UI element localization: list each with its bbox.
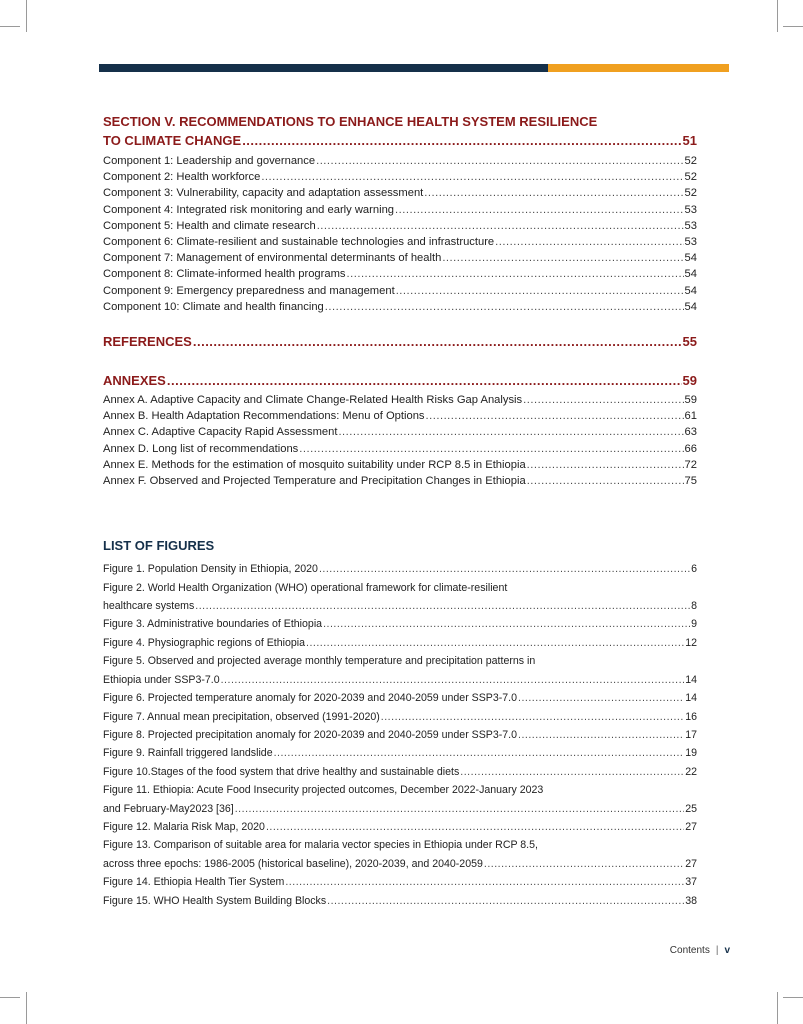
page-number: 25: [685, 802, 697, 815]
crop-mark: [26, 992, 27, 1024]
dot-leader: [527, 457, 684, 473]
dot-leader: [347, 266, 684, 282]
toc-entry-references[interactable]: [103, 332, 697, 351]
toc-entry-component-9[interactable]: [103, 283, 697, 299]
dot-leader: [266, 818, 684, 836]
entry-label: Figure 14. Ethiopia Health Tier System: [103, 876, 285, 889]
page-number: 52: [684, 155, 697, 167]
toc-entry-figure-12[interactable]: [103, 818, 697, 836]
dot-leader: [426, 408, 684, 424]
page-footer: [670, 945, 730, 956]
entry-label: Annex A. Adaptive Capacity and Climate Change-Related Health Risks Gap Analysis: [103, 394, 523, 407]
table-of-contents: [103, 112, 697, 910]
dot-leader: [523, 392, 683, 408]
page-number: 63: [684, 426, 697, 439]
page-number: 6: [691, 563, 697, 576]
toc-entry-component-7[interactable]: [103, 250, 697, 266]
dot-leader: [306, 634, 684, 652]
page-number: 27: [685, 820, 697, 833]
toc-entry-annex-d[interactable]: [103, 441, 697, 457]
toc-entry-figure-8[interactable]: [103, 726, 697, 744]
toc-entry-component-2[interactable]: [103, 169, 697, 185]
dot-leader: [285, 873, 684, 891]
footer-page-number: v: [724, 945, 730, 956]
entry-label: Figure 6. Projected temperature anomaly for 2020-2039 and 2040-2059 under SSP3-7.0: [103, 692, 518, 705]
dot-leader: [323, 615, 690, 633]
figure-13-line1: Figure 13. Comparison of suitable area for malaria vector species in Ethiopia under RCP 8.5,: [103, 839, 538, 852]
header-bar-navy: [99, 64, 548, 72]
dot-leader: [424, 185, 683, 201]
toc-entry-figure-15[interactable]: [103, 892, 697, 910]
page-number: 19: [685, 747, 697, 760]
dot-leader: [221, 671, 685, 689]
toc-entry-component-8[interactable]: [103, 266, 697, 282]
toc-entry-figure-9[interactable]: [103, 744, 697, 762]
entry-label: Component 3: Vulnerability, capacity and adaptation assessment: [103, 187, 424, 200]
toc-entry-annex-f[interactable]: [103, 473, 697, 489]
dot-leader: [261, 169, 683, 185]
page-number: 22: [685, 765, 697, 778]
entry-label: Component 7: Management of environmental determinants of health: [103, 252, 442, 265]
page-number: 54: [684, 252, 697, 265]
entry-label: Component 5: Health and climate research: [103, 219, 316, 232]
dot-leader: [319, 560, 690, 578]
crop-mark: [777, 992, 778, 1024]
page-number: 12: [685, 636, 697, 649]
page-number: 75: [684, 475, 697, 488]
entry-label: Figure 4. Physiographic regions of Ethiopia: [103, 636, 305, 649]
dot-leader: [195, 597, 690, 615]
entry-label: Component 9: Emergency preparedness and management: [103, 284, 395, 297]
page-number: 27: [685, 857, 697, 870]
dot-leader: [460, 763, 684, 781]
dot-leader: [316, 153, 683, 169]
page-number: 66: [684, 442, 697, 455]
dot-leader: [518, 726, 684, 744]
toc-entry-figure-14[interactable]: [103, 873, 697, 891]
page-number: 52: [684, 187, 697, 200]
page-number: 59: [682, 373, 697, 389]
footer-label: Contents: [669, 945, 710, 956]
toc-entry-figure-5[interactable]: [103, 671, 697, 689]
page-number: 53: [684, 219, 697, 232]
dot-leader: [242, 131, 681, 150]
dot-leader: [381, 708, 684, 726]
footer-separator: |: [715, 945, 719, 956]
page-number: 59: [684, 394, 697, 407]
toc-entry-figure-1[interactable]: [103, 560, 697, 578]
toc-entry-figure-4[interactable]: [103, 634, 697, 652]
toc-entry-annexes[interactable]: [103, 371, 697, 390]
page-number: 37: [685, 876, 697, 889]
toc-entry-figure-6[interactable]: [103, 689, 697, 707]
toc-entry-component-5[interactable]: [103, 218, 697, 234]
toc-entry-figure-3[interactable]: [103, 615, 697, 633]
figure-5-line1: Figure 5. Observed and projected average monthly temperature and precipitation patterns in: [103, 655, 536, 668]
page-number: 54: [684, 268, 697, 281]
dot-leader: [395, 202, 684, 218]
page-number: 8: [691, 600, 697, 613]
entry-label: healthcare systems: [103, 600, 195, 613]
entry-label: Annex C. Adaptive Capacity Rapid Assessment: [103, 426, 338, 439]
crop-mark: [783, 997, 803, 998]
page-number: 54: [684, 284, 697, 297]
entry-label: Figure 10.Stages of the food system that drive healthy and sustainable diets: [103, 765, 460, 778]
entry-label: Annex D. Long list of recommendations: [103, 442, 299, 455]
toc-entry-annex-e[interactable]: [103, 457, 697, 473]
page-number: 61: [684, 410, 697, 423]
entry-label: Figure 3. Administrative boundaries of Ethiopia: [103, 618, 323, 631]
toc-entry-figure-13[interactable]: [103, 855, 697, 873]
crop-mark: [26, 0, 27, 32]
dot-leader: [317, 218, 684, 234]
toc-entry-component-6[interactable]: [103, 234, 697, 250]
toc-entry-figure-10[interactable]: [103, 763, 697, 781]
page-number: 51: [682, 133, 697, 148]
dot-leader: [193, 332, 682, 351]
entry-label: Component 4: Integrated risk monitoring and early warning: [103, 203, 395, 216]
dot-leader: [338, 424, 683, 440]
entry-label: Component 10: Climate and health financing: [103, 300, 324, 313]
figure-11-line1: Figure 11. Ethiopia: Acute Food Insecurity projected outcomes, December 2022-January 2023: [103, 784, 544, 797]
toc-entry-figure-7[interactable]: [103, 708, 697, 726]
annexes-title: ANNEXES: [103, 373, 166, 389]
list-of-figures-title: LIST OF FIGURES: [103, 538, 215, 554]
entry-label: Component 6: Climate-resilient and sustainable technologies and infrastructure: [103, 236, 495, 249]
entry-label: Component 2: Health workforce: [103, 171, 261, 184]
page-number: 53: [684, 203, 697, 216]
toc-entry-figure-11[interactable]: [103, 800, 697, 818]
entry-label: and February-May2023 [36]: [103, 802, 234, 815]
dot-leader: [518, 689, 684, 707]
dot-leader: [527, 473, 684, 489]
page-number: 14: [685, 673, 697, 686]
entry-label: Figure 1. Population Density in Ethiopia, 2020: [103, 563, 318, 576]
page-number: 52: [684, 171, 697, 184]
entry-label: Annex B. Health Adaptation Recommendations: Menu of Options: [103, 410, 425, 423]
page-number: 55: [682, 334, 697, 350]
crop-mark: [777, 0, 778, 32]
page-number: 14: [685, 692, 697, 705]
toc-entry-annex-a[interactable]: [103, 392, 697, 408]
section-5-title-line1: SECTION V. RECOMMENDATIONS TO ENHANCE HEALTH SYSTEM RESILIENCE: [103, 114, 598, 129]
entry-label: across three epochs: 1986-2005 (historical baseline), 2020-2039, and 2040-2059: [103, 857, 483, 870]
header-bar-orange: [548, 64, 729, 72]
dot-leader: [274, 744, 685, 762]
dot-leader: [396, 283, 684, 299]
dot-leader: [327, 892, 684, 910]
section-5-title-line2: TO CLIMATE CHANGE: [103, 133, 242, 148]
crop-mark: [0, 26, 20, 27]
entry-label: Annex F. Observed and Projected Temperature and Precipitation Changes in Ethiopia: [103, 475, 526, 488]
toc-entry-component-3[interactable]: [103, 185, 697, 201]
toc-entry-annex-b[interactable]: [103, 408, 697, 424]
entry-label: Figure 8. Projected precipitation anomaly for 2020-2039 and 2040-2059 under SSP3-7.0: [103, 728, 518, 741]
page-number: 9: [691, 618, 697, 631]
crop-mark: [783, 26, 803, 27]
page-number: 72: [684, 458, 697, 471]
dot-leader: [484, 855, 684, 873]
page-number: 38: [685, 894, 697, 907]
dot-leader: [325, 299, 684, 315]
entry-label: Figure 7. Annual mean precipitation, observed (1991-2020): [103, 710, 380, 723]
entry-label: Ethiopia under SSP3-7.0: [103, 673, 220, 686]
entry-label: Figure 15. WHO Health System Building Blocks: [103, 894, 327, 907]
dot-leader: [167, 371, 682, 390]
references-title: REFERENCES: [103, 334, 192, 350]
toc-entry-annex-c[interactable]: [103, 424, 697, 440]
dot-leader: [442, 250, 683, 266]
toc-entry-component-1[interactable]: [103, 153, 697, 169]
page-number: 54: [684, 300, 697, 313]
page-number: 17: [685, 728, 697, 741]
entry-label: Component 1: Leadership and governance: [103, 155, 316, 167]
crop-mark: [0, 997, 20, 998]
figure-2-line1: Figure 2. World Health Organization (WHO) operational framework for climate-resilient: [103, 581, 508, 594]
page-number: 53: [684, 236, 697, 249]
entry-label: Component 8: Climate-informed health programs: [103, 268, 346, 281]
page-number: 16: [685, 710, 697, 723]
toc-entry-component-4[interactable]: [103, 202, 697, 218]
dot-leader: [299, 441, 683, 457]
dot-leader: [495, 234, 683, 250]
toc-entry-component-10[interactable]: [103, 299, 697, 315]
entry-label: Annex E. Methods for the estimation of mosquito suitability under RCP 8.5 in Ethiopia: [103, 458, 526, 471]
dot-leader: [235, 800, 684, 818]
toc-entry-figure-2[interactable]: [103, 597, 697, 615]
toc-entry-section-5[interactable]: [103, 131, 697, 150]
entry-label: Figure 9. Rainfall triggered landslide: [103, 747, 273, 760]
entry-label: Figure 12. Malaria Risk Map, 2020: [103, 820, 265, 833]
